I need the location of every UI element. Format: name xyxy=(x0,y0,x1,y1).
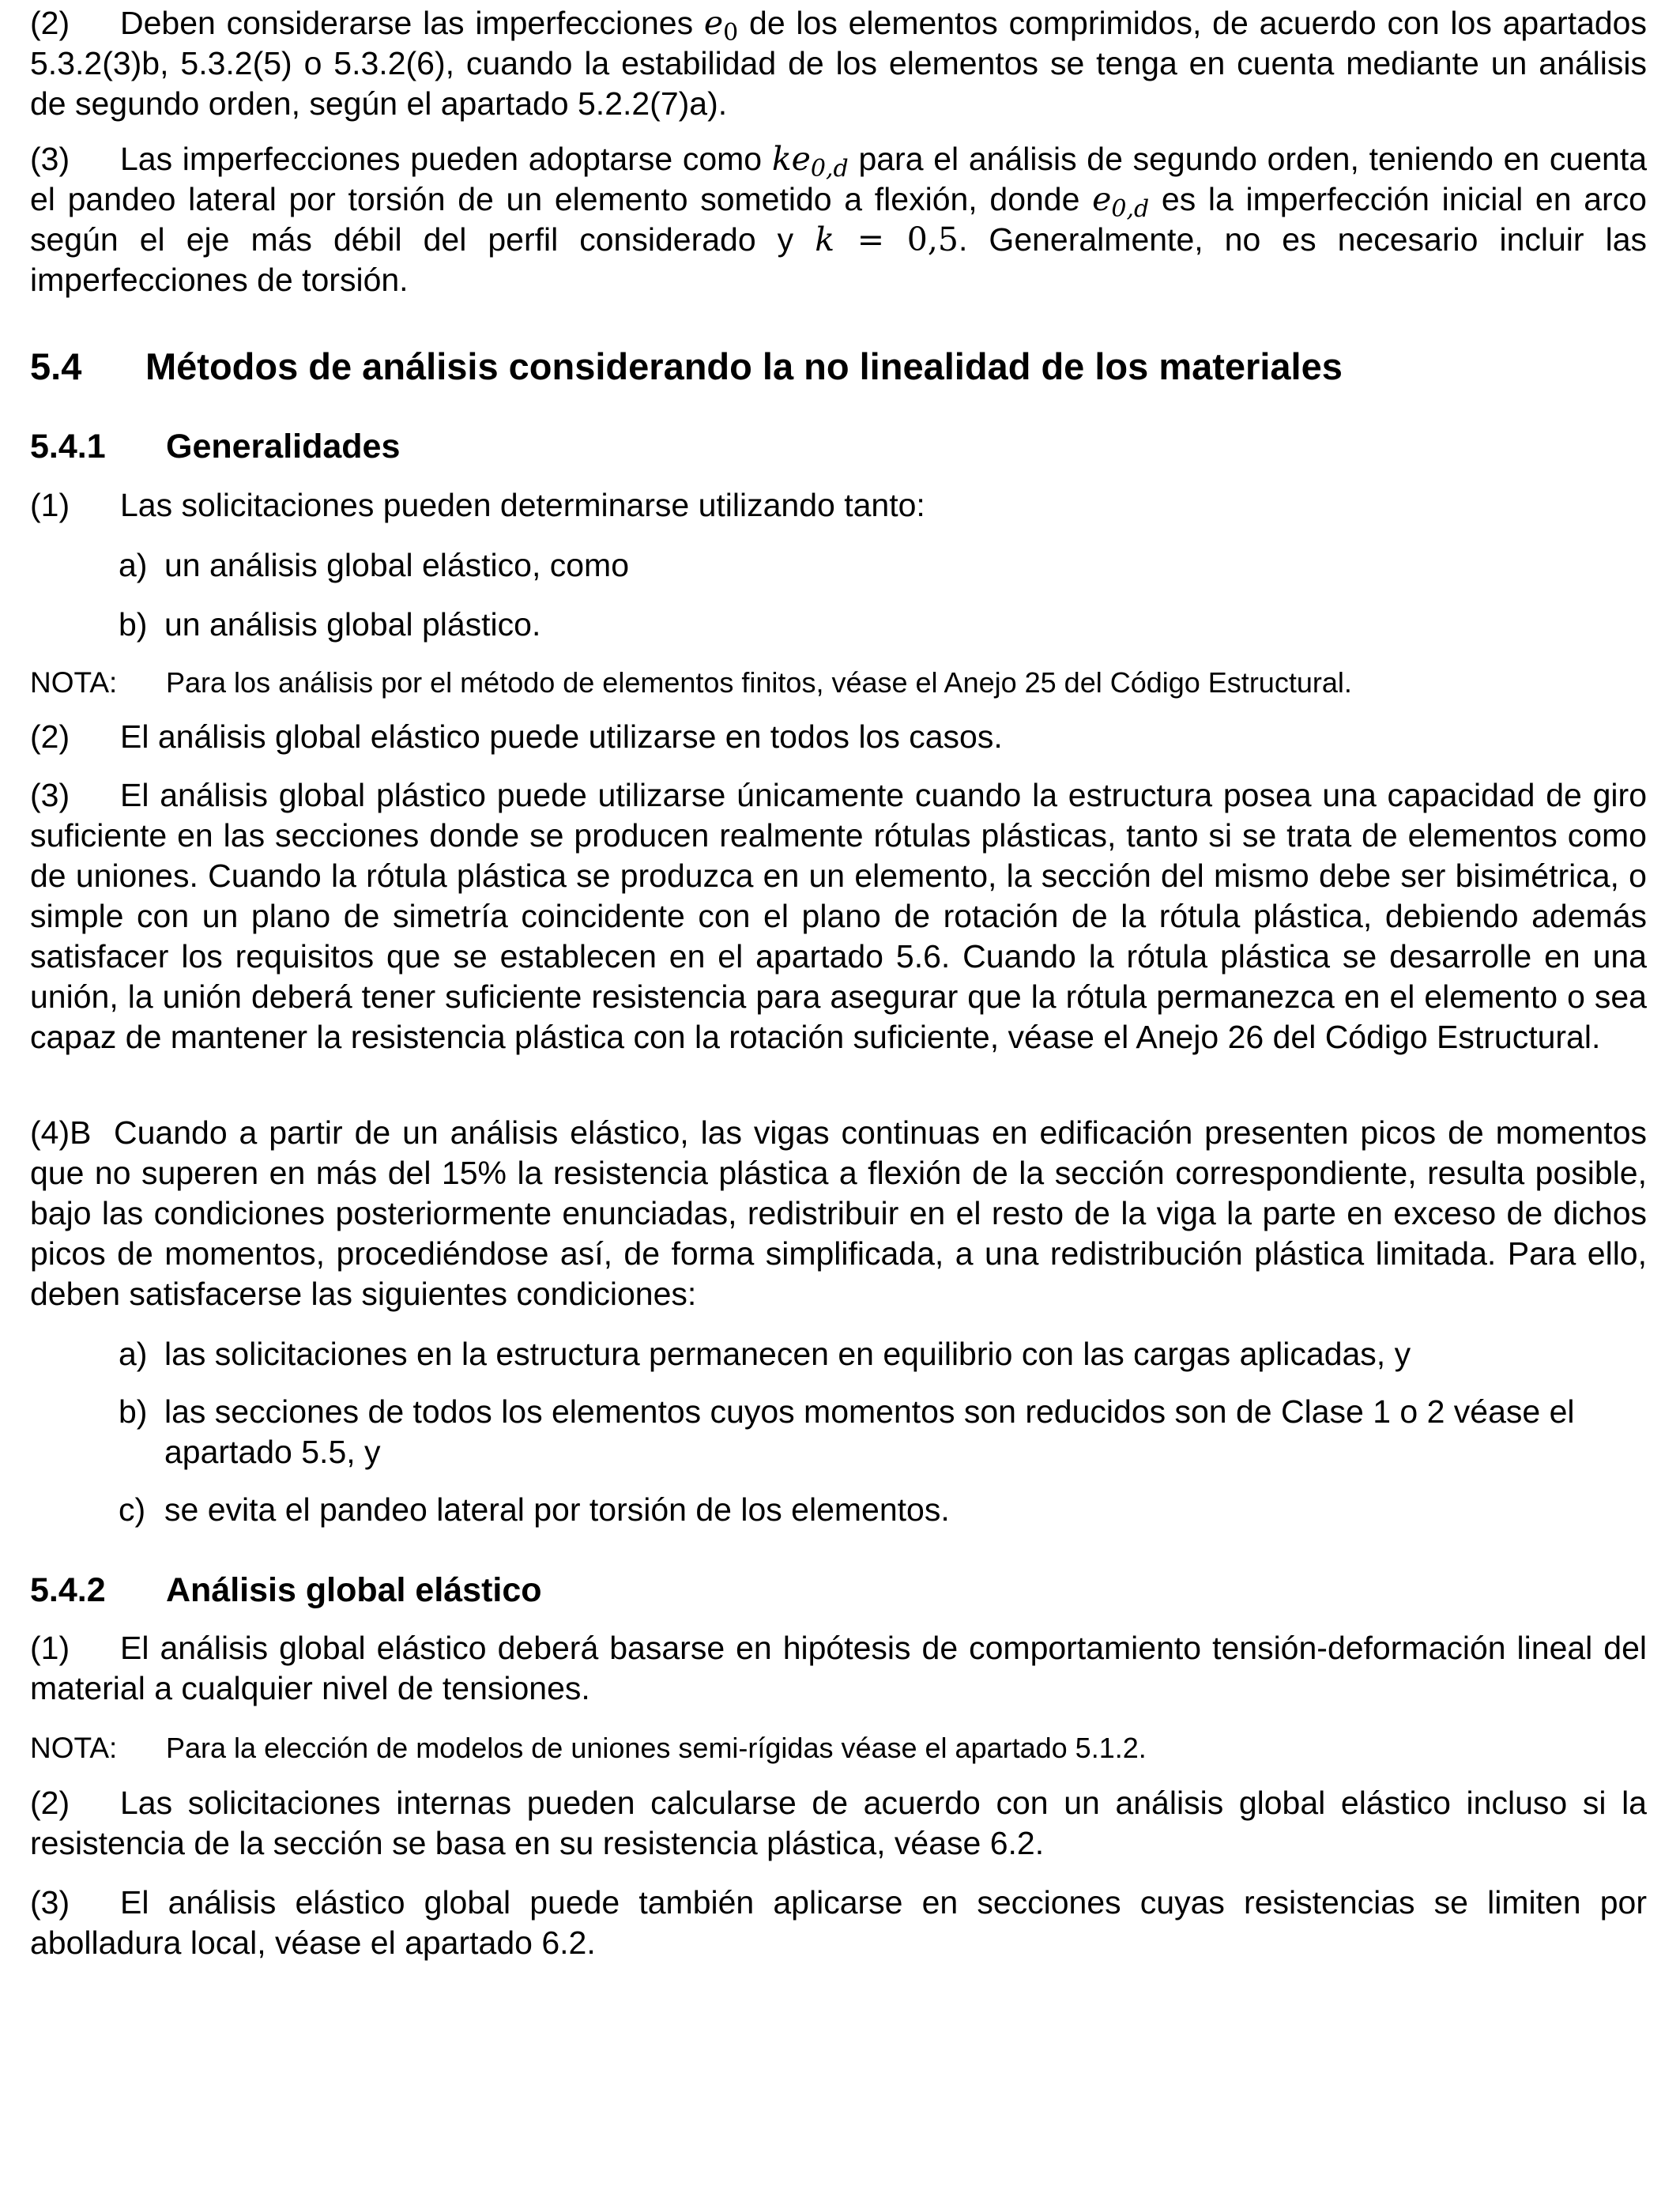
note-label: NOTA: xyxy=(30,666,118,699)
paragraph-5-4-1-4 xyxy=(30,1113,1647,1314)
paragraph-text: Las solicitaciones internas pueden calcularse de acuerdo con un análisis global elástico incluso si la resistencia de la sección se basa en su resistencia plástica, véase 6.2. xyxy=(30,1785,1647,1861)
paragraph-number: (2) xyxy=(30,5,70,41)
paragraph-number: (1) xyxy=(30,1630,70,1666)
section-number: 5.4.2 xyxy=(30,1571,106,1609)
paragraph-text: para el análisis de segundo orden, teniendo en cuenta el pandeo lateral por torsión de un elemento sometido a flexión, donde xyxy=(30,141,1648,217)
section-title: Análisis global elástico xyxy=(166,1571,542,1609)
math-ke0d: $ke_{0,d}$ xyxy=(771,140,849,183)
section-title: Métodos de análisis considerando la no linealidad de los materiales xyxy=(145,345,1343,387)
list-item: b) las secciones de todos los elementos cuyos momentos son reducidos son de Clase 1 o 2 véase el apartado 5.5, y xyxy=(119,1393,1575,1470)
section-heading-5-4-1 xyxy=(30,426,400,467)
note-label: NOTA: xyxy=(30,1732,118,1764)
paragraph-5-4-1-2 xyxy=(30,717,1647,757)
note-finite-elements xyxy=(30,664,1647,702)
paragraph-number: (3) xyxy=(30,141,70,177)
paragraph-number: (1) xyxy=(30,487,70,523)
paragraph-5-4-2-2 xyxy=(30,1783,1647,1864)
paragraph-text: El análisis global plástico puede utilizarse únicamente cuando la estructura posea una capacidad de giro suficiente en las secciones donde se producen realmente rótulas plásticas, tanto si se trata de elementos como de uniones. Cuando la rótula plástica se produzca en un elemento, la sección del mismo debe ser bisimétrica, o simple con un plano de simetría coincidente con el plano de rotación de la rótula plástica, debiendo además satisfacer los requisitos que se establecen en el apartado 5.6. Cuando la rótula plástica se desarrolle en una unión, la unión deberá tener suficiente resistencia para asegurar que la rótula permanezca en el elemento o sea capaz de mantener la resistencia plástica con la rotación suficiente, véase el Anejo 26 del Código Estructural. xyxy=(30,777,1647,1055)
section-number: 5.4 xyxy=(30,345,82,387)
paragraph-number: (2) xyxy=(30,718,70,755)
paragraph-imperfections-3 xyxy=(30,139,1647,300)
paragraph-text: Las imperfecciones pueden adoptarse como xyxy=(120,141,772,177)
paragraph-5-4-1-3 xyxy=(30,775,1647,1057)
paragraph-number: (3) xyxy=(30,1884,70,1921)
paragraph-text: Cuando a partir de un análisis elástico, las vigas continuas en edificación presenten picos de momentos que no superen en más del 15% la resistencia plástica a flexión de la sección correspondiente, resulta posible, bajo las condiciones posteriormente enunciadas, redistribuir en el resto de la viga la parte en exceso de dichos picos de momentos, procediéndose así, de forma simplificada, a una redistribución plástica limitada. Para ello, deben satisfacerse las siguientes condiciones: xyxy=(30,1114,1647,1312)
paragraph-text: El análisis global elástico deberá basarse en hipótesis de comportamiento tensión-deformación lineal del material a cualquier nivel de tensiones. xyxy=(30,1630,1647,1706)
section-heading-5-4-2 xyxy=(30,1570,542,1611)
paragraph-number: (4)B xyxy=(30,1114,92,1151)
redistribution-conditions-list xyxy=(119,1334,1647,1530)
math-k-value: k = 0,5 xyxy=(815,221,959,258)
note-text: Para los análisis por el método de elementos finitos, véase el Anejo 25 del Código Estructural. xyxy=(166,666,1352,699)
list-item: b) un análisis global plástico. xyxy=(119,606,541,643)
paragraph-text: es la imperfección inicial en arco según el eje más débil del perfil considerado y xyxy=(30,181,1647,258)
note-text: Para la elección de modelos de uniones semi-rígidas véase el apartado 5.1.2. xyxy=(166,1732,1147,1764)
section-heading-5-4 xyxy=(30,345,1343,389)
paragraph-text: El análisis global elástico puede utilizarse en todos los casos. xyxy=(120,718,1003,755)
paragraph-text: El análisis elástico global puede también aplicarse en secciones cuyas resistencias se limiten por abolladura local, véase el apartado 6.2. xyxy=(30,1884,1647,1961)
paragraph-5-4-2-1 xyxy=(30,1628,1647,1709)
paragraph-imperfections-2 xyxy=(30,3,1647,124)
math-e0d: $e_{0,d}$ xyxy=(1092,180,1150,223)
paragraph-text: Deben considerarse las imperfecciones xyxy=(120,5,704,41)
paragraph-text: de los elementos comprimidos, de acuerdo con los apartados 5.3.2(3)b, 5.3.2(5) o 5.3.2(6), cuando la estabilidad de los elementos se tenga en cuenta mediante un análisis de segundo orden, según el apartado 5.2.2(7)a). xyxy=(30,5,1647,122)
paragraph-text: . Generalmente, no es necesario incluir las imperfecciones de torsión. xyxy=(30,221,1647,298)
analysis-types-list xyxy=(119,545,1647,645)
paragraph-5-4-2-3 xyxy=(30,1883,1647,1963)
list-item: c) se evita el pandeo lateral por torsión de los elementos. xyxy=(119,1491,950,1528)
note-semi-rigid xyxy=(30,1729,1647,1767)
list-item: a) un análisis global elástico, como xyxy=(119,547,629,583)
list-item: a) las solicitaciones en la estructura permanecen en equilibrio con las cargas aplicadas, y xyxy=(119,1336,1411,1372)
paragraph-number: (2) xyxy=(30,1785,70,1821)
paragraph-number: (3) xyxy=(30,777,70,813)
paragraph-5-4-1-1 xyxy=(30,485,1647,526)
math-e0: $e_0$ xyxy=(703,4,739,47)
paragraph-text: Las solicitaciones pueden determinarse utilizando tanto: xyxy=(120,487,925,523)
section-number: 5.4.1 xyxy=(30,428,106,466)
section-title: Generalidades xyxy=(166,428,401,466)
